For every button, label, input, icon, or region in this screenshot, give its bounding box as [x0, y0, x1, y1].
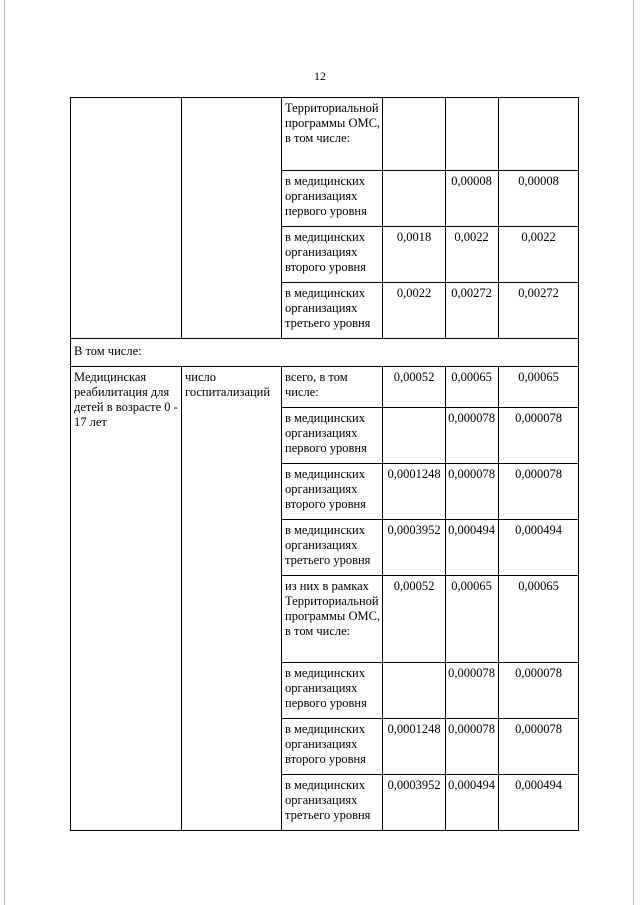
grid-line-vertical [70, 97, 71, 831]
grid-line-horizontal [281, 718, 579, 719]
row-value-1: 0,0003952 [387, 523, 441, 537]
row-label: в медицинских организациях первого уровня [285, 174, 367, 218]
grid-line-vertical [382, 366, 383, 831]
grid-line-vertical [498, 366, 499, 831]
row-label: в медицинских организациях третьего уровня [285, 523, 371, 567]
row-value-3: 0,000494 [515, 778, 562, 792]
row-value-2: 0,000078 [448, 411, 495, 425]
row-value-3: 0,00008 [518, 174, 559, 188]
category-label: Медицинская реабилитация для детей в возрасте 0 - 17 лет [74, 370, 178, 429]
row-value-3: 0,000494 [515, 523, 562, 537]
grid-line-vertical [281, 97, 282, 338]
section-header: В том числе: [74, 344, 142, 358]
grid-line-horizontal [281, 170, 579, 171]
row-value-3: 0,000078 [515, 666, 562, 680]
row-label: в медицинских организациях третьего уровня [285, 778, 371, 822]
grid-line-vertical [181, 97, 182, 338]
grid-line-horizontal [70, 97, 579, 98]
row-value-3: 0,00065 [518, 370, 559, 384]
row-value-3: 0,0022 [521, 230, 556, 244]
grid-line-vertical [281, 366, 282, 831]
row-label: в медицинских организациях третьего уровня [285, 286, 371, 330]
row-value-1: 0,00052 [393, 370, 435, 384]
grid-line-horizontal [281, 226, 579, 227]
row-value-3: 0,00065 [518, 579, 559, 593]
row-value-2: 0,000078 [448, 666, 495, 680]
row-label: всего, в том числе: [285, 370, 348, 399]
grid-line-horizontal [281, 774, 579, 775]
grid-line-vertical [445, 97, 446, 338]
row-value-2: 0,00065 [451, 579, 492, 593]
grid-line-horizontal [281, 575, 579, 576]
row-label: Территориальной программы ОМС, в том числе: [285, 101, 381, 145]
row-value-2: 0,00008 [451, 174, 492, 188]
grid-line-vertical [382, 97, 383, 338]
row-label: в медицинских организациях второго уровня [285, 722, 366, 766]
grid-line-horizontal [281, 463, 579, 464]
row-value-2: 0,000494 [448, 523, 495, 537]
row-label: из них в рамках Территориальной программы ОМС, в том числе: [285, 579, 381, 638]
row-value-3: 0,000078 [515, 467, 562, 481]
row-value-2: 0,000078 [448, 467, 495, 481]
row-value-3: 0,00272 [518, 286, 559, 300]
row-label: в медицинских организациях первого уровня [285, 666, 367, 710]
grid-line-vertical [498, 97, 499, 338]
row-label: в медицинских организациях второго уровня [285, 467, 366, 511]
row-value-1: 0,0001248 [387, 722, 441, 736]
grid-line-horizontal [281, 407, 579, 408]
row-value-1: 0,0001248 [387, 467, 441, 481]
grid-line-horizontal [70, 338, 579, 339]
row-value-2: 0,00272 [451, 286, 492, 300]
grid-line-horizontal [70, 830, 579, 831]
grid-line-vertical [445, 366, 446, 831]
row-value-2: 0,000494 [448, 778, 495, 792]
grid-line-horizontal [281, 662, 579, 663]
grid-line-horizontal [281, 519, 579, 520]
row-label: в медицинских организациях первого уровня [285, 411, 367, 455]
row-value-2: 0,000078 [448, 722, 495, 736]
row-value-1: 0,0003952 [387, 778, 441, 792]
grid-line-horizontal [281, 282, 579, 283]
row-value-1: 0,0022 [396, 286, 432, 300]
row-value-1: 0,00052 [393, 579, 435, 593]
grid-line-horizontal [70, 366, 579, 367]
row-value-1: 0,0018 [396, 230, 432, 244]
page-number: 12 [314, 69, 326, 83]
grid-line-vertical [181, 366, 182, 831]
row-value-3: 0,000078 [515, 722, 562, 736]
unit-label: число госпитализаций [185, 370, 271, 399]
row-label: в медицинских организациях второго уровня [285, 230, 366, 274]
row-value-2: 0,0022 [454, 230, 489, 244]
row-value-3: 0,000078 [515, 411, 562, 425]
grid-line-vertical [578, 97, 579, 831]
row-value-2: 0,00065 [451, 370, 492, 384]
